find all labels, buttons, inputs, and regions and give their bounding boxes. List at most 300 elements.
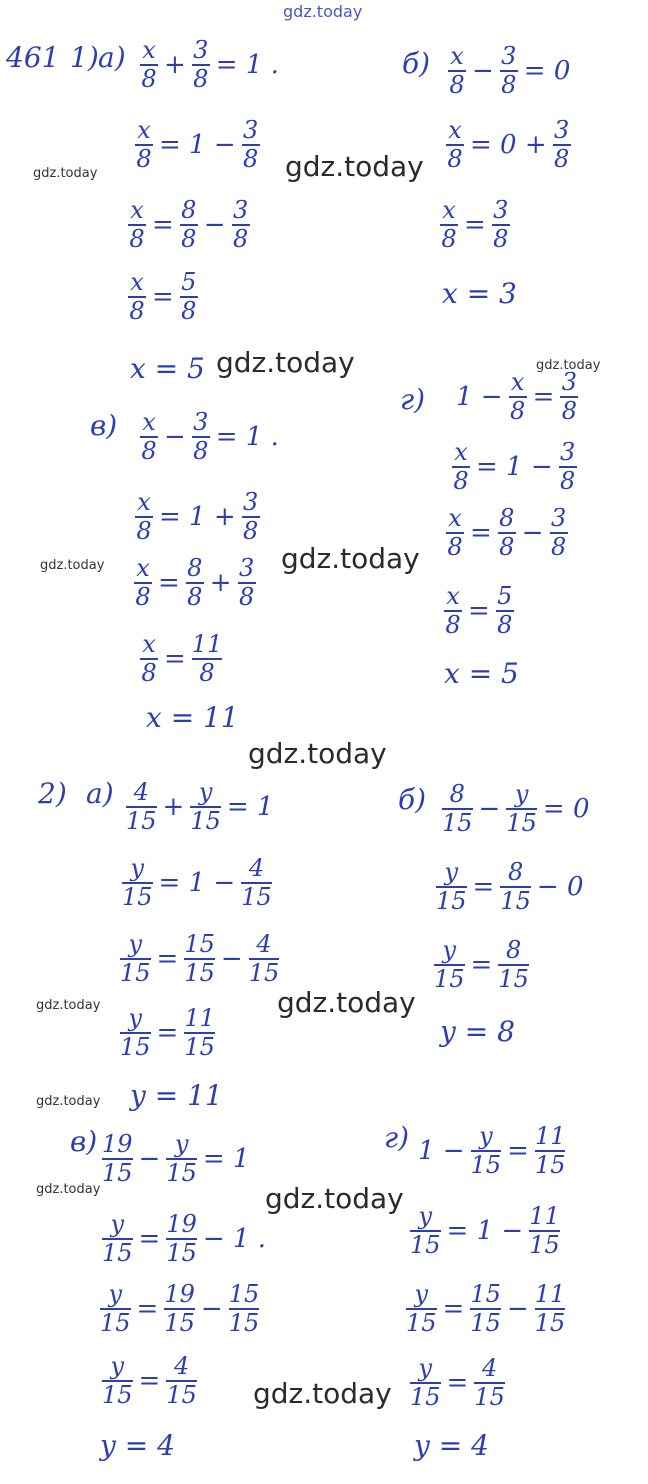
eq-line — [120, 932, 279, 986]
fraction — [140, 38, 158, 92]
fraction — [242, 490, 260, 544]
denominator: 15 — [406, 1309, 437, 1338]
operator: − — [203, 210, 226, 241]
numerator: 4 — [256, 930, 272, 958]
numerator: 19 — [164, 1280, 195, 1308]
eq-result: y = 4 — [414, 1429, 489, 1462]
numerator: 5 — [181, 268, 197, 296]
numerator: y — [414, 1280, 429, 1308]
label-b: б) — [402, 47, 431, 80]
fraction — [529, 1204, 560, 1258]
numerator: x — [448, 504, 462, 532]
watermark-small: gdz.today — [36, 998, 101, 1013]
fraction — [550, 506, 568, 560]
eq-line — [102, 1354, 197, 1408]
fraction — [471, 1124, 502, 1178]
fraction — [444, 584, 462, 638]
fraction — [184, 932, 215, 986]
fraction — [128, 270, 146, 324]
fraction — [559, 440, 577, 494]
watermark: gdz.today — [285, 150, 424, 183]
numerator: 3 — [232, 196, 249, 224]
watermark: gdz.today — [253, 1377, 392, 1410]
watermark-small: gdz.today — [33, 166, 98, 181]
operator: = 0 — [542, 794, 590, 825]
denominator: 8 — [493, 225, 509, 254]
denominator: 8 — [550, 533, 567, 562]
fraction — [535, 1282, 566, 1336]
fraction — [164, 1282, 195, 1336]
watermark-small: gdz.today — [36, 1094, 101, 1109]
denominator: 15 — [166, 1381, 197, 1410]
numerator: 8 — [505, 936, 522, 964]
numerator: x — [137, 116, 151, 144]
numerator: 19 — [102, 1130, 133, 1158]
numerator: 8 — [449, 780, 465, 808]
numerator: x — [446, 582, 460, 610]
eq-result: y = 4 — [100, 1429, 175, 1462]
numerator: y — [108, 1280, 123, 1308]
eq-line — [442, 782, 589, 836]
numerator: y — [174, 1130, 189, 1158]
operator: = — [158, 568, 180, 599]
fraction — [192, 410, 210, 464]
denominator: 15 — [474, 1383, 505, 1412]
numerator: 4 — [481, 1354, 498, 1382]
part2-label: 2) — [38, 777, 67, 810]
eq-result: x = 5 — [130, 352, 205, 385]
numerator: 11 — [534, 1280, 566, 1308]
numerator: 8 — [499, 504, 515, 532]
eq-line — [436, 860, 583, 914]
denominator: 8 — [129, 225, 145, 254]
fraction — [192, 38, 210, 92]
operator: = — [472, 872, 495, 903]
numerator: 3 — [554, 116, 570, 144]
operator: = — [470, 518, 492, 549]
fraction — [180, 198, 198, 252]
numerator: 3 — [193, 36, 209, 64]
fraction — [498, 506, 516, 560]
numerator: 5 — [497, 582, 513, 610]
numerator: x — [510, 368, 525, 396]
denominator: 8 — [135, 583, 151, 612]
eq-line — [448, 44, 570, 98]
denominator: 15 — [120, 1033, 151, 1062]
denominator: 15 — [534, 1151, 566, 1180]
denominator: 8 — [449, 71, 465, 100]
fraction — [436, 860, 467, 914]
numerator: 3 — [561, 368, 578, 396]
denominator: 15 — [126, 807, 157, 836]
denominator: 15 — [241, 883, 272, 912]
operator: = 1 . — [215, 50, 279, 81]
fraction — [410, 1204, 441, 1258]
operator: = 1 − — [158, 868, 236, 899]
denominator: 15 — [500, 887, 531, 916]
eq-line — [440, 198, 510, 252]
denominator: 15 — [164, 1309, 195, 1338]
numerator: y — [418, 1354, 433, 1382]
operator: = 1 — [226, 792, 274, 823]
eq-line — [446, 118, 571, 172]
operator: = — [156, 944, 179, 975]
eq-line — [122, 856, 272, 910]
numerator: y — [130, 854, 145, 882]
numerator: 3 — [243, 488, 259, 516]
numerator: 19 — [166, 1210, 197, 1238]
operator: = — [470, 950, 493, 981]
denominator: 15 — [228, 1309, 260, 1338]
numerator: x — [450, 42, 464, 70]
fraction — [535, 1124, 566, 1178]
numerator: 11 — [191, 630, 223, 658]
denominator: 8 — [561, 397, 578, 426]
fraction — [122, 856, 153, 910]
numerator: y — [128, 1004, 143, 1032]
label-g: г) — [400, 383, 426, 416]
operator: + — [162, 792, 185, 823]
numerator: x — [142, 36, 156, 64]
label-b2: б) — [398, 783, 427, 816]
operator: = — [442, 1294, 465, 1325]
operator: = 1 − — [476, 452, 553, 483]
fraction — [492, 198, 510, 252]
operator: = — [156, 1018, 179, 1049]
denominator: 8 — [129, 297, 145, 326]
fraction — [135, 118, 153, 172]
numerator: x — [454, 438, 468, 466]
numerator: x — [130, 196, 144, 224]
fraction — [442, 782, 473, 836]
watermark-small: gdz.today — [536, 358, 601, 373]
operator: − — [138, 1144, 161, 1175]
eq-line — [140, 38, 279, 92]
eq-line — [135, 118, 260, 172]
operator: = — [464, 210, 486, 241]
numerator: x — [142, 408, 156, 436]
watermark-top: gdz.today — [283, 2, 363, 21]
eq-line — [452, 440, 577, 494]
eq-line — [434, 938, 529, 992]
operator: = — [468, 596, 490, 627]
fraction — [434, 938, 465, 992]
denominator: 8 — [141, 659, 157, 688]
denominator: 15 — [184, 959, 215, 988]
watermark-small: gdz.today — [36, 1182, 101, 1197]
eq-line — [140, 632, 222, 686]
fraction — [553, 118, 571, 172]
denominator: 8 — [447, 145, 463, 174]
eq-line — [126, 780, 273, 834]
numerator: 11 — [529, 1202, 560, 1230]
eq-result: x = 5 — [444, 657, 519, 690]
fraction — [241, 856, 272, 910]
numerator: 3 — [493, 196, 509, 224]
denominator: 8 — [181, 225, 197, 254]
numerator: 3 — [550, 504, 567, 532]
denominator: 15 — [506, 809, 537, 838]
fraction — [509, 370, 527, 424]
denominator: 15 — [470, 1309, 501, 1338]
watermark: gdz.today — [281, 542, 420, 575]
eq-line — [418, 1124, 565, 1178]
fraction — [440, 198, 458, 252]
operator: + — [164, 50, 186, 81]
denominator: 15 — [529, 1231, 560, 1260]
fraction — [496, 584, 514, 638]
fraction — [446, 506, 464, 560]
operator: = 1 . — [215, 422, 279, 453]
eq-result: y = 11 — [130, 1079, 223, 1112]
operator: = — [507, 1136, 529, 1167]
numerator: 15 — [228, 1280, 260, 1308]
fraction — [474, 1356, 505, 1410]
operator: = — [136, 1294, 159, 1325]
denominator: 15 — [410, 1383, 441, 1412]
numerator: y — [442, 936, 457, 964]
denominator: 15 — [498, 965, 529, 994]
eq-line — [134, 556, 256, 610]
numerator: 3 — [193, 408, 209, 436]
eq-result: x = 11 — [146, 701, 239, 734]
numerator: 8 — [181, 196, 197, 224]
operator: = — [138, 1366, 161, 1397]
fraction — [560, 370, 578, 424]
fraction — [232, 198, 250, 252]
numerator: 11 — [534, 1122, 566, 1150]
fraction — [446, 118, 464, 172]
operator: = 0 + — [470, 130, 547, 161]
fraction — [448, 44, 466, 98]
numerator: y — [198, 778, 213, 806]
eq-line — [120, 1006, 215, 1060]
label-v: в) — [90, 409, 118, 442]
watermark: gdz.today — [216, 346, 355, 379]
fraction — [229, 1282, 260, 1336]
denominator: 15 — [102, 1159, 133, 1188]
label-g2: г) — [384, 1121, 410, 1154]
denominator: 8 — [187, 583, 203, 612]
denominator: 15 — [436, 887, 467, 916]
fraction — [166, 1354, 197, 1408]
eq-line — [410, 1356, 505, 1410]
fraction — [186, 556, 204, 610]
denominator: 8 — [453, 467, 469, 496]
denominator: 8 — [499, 533, 515, 562]
denominator: 8 — [199, 659, 215, 688]
fraction — [140, 632, 158, 686]
eq-line — [102, 1132, 249, 1186]
operator: = 0 — [523, 56, 571, 87]
denominator: 15 — [534, 1309, 566, 1338]
watermark: gdz.today — [248, 737, 387, 770]
denominator: 8 — [141, 437, 157, 466]
operator: = — [152, 210, 174, 241]
denominator: 8 — [501, 71, 517, 100]
fraction — [242, 118, 260, 172]
fraction — [500, 860, 531, 914]
operator: − — [506, 1294, 529, 1325]
denominator: 8 — [243, 517, 259, 546]
denominator: 15 — [102, 1239, 133, 1268]
operator: = 1 + — [159, 502, 236, 533]
operator: + — [209, 568, 232, 599]
part1-label: 1) — [70, 41, 99, 74]
eq-line — [444, 584, 514, 638]
operator: − — [521, 518, 544, 549]
numerator: x — [137, 488, 151, 516]
denominator: 8 — [136, 517, 152, 546]
fraction — [498, 938, 529, 992]
eq-line — [140, 410, 279, 464]
label-a: а) — [98, 41, 126, 74]
fraction — [126, 780, 157, 834]
denominator: 8 — [497, 611, 513, 640]
denominator: 15 — [442, 809, 473, 838]
operator: = 1 − — [446, 1216, 524, 1247]
denominator: 15 — [166, 1159, 197, 1188]
operator: − — [220, 944, 243, 975]
numerator: x — [442, 196, 456, 224]
numerator: 4 — [248, 854, 265, 882]
operator: = — [164, 644, 186, 675]
denominator: 15 — [100, 1309, 131, 1338]
numerator: 8 — [187, 554, 203, 582]
denominator: 15 — [122, 883, 153, 912]
numerator: 3 — [238, 554, 255, 582]
numerator: 3 — [560, 438, 576, 466]
operator: 1 − — [456, 382, 503, 413]
operator: = — [532, 382, 555, 413]
numerator: x — [130, 268, 144, 296]
watermark-small: gdz.today — [40, 558, 105, 573]
numerator: y — [418, 1202, 433, 1230]
numerator: y — [514, 780, 529, 808]
eq-line — [446, 506, 568, 560]
numerator: x — [136, 554, 150, 582]
fraction — [506, 782, 537, 836]
denominator: 8 — [554, 145, 570, 174]
denominator: 8 — [193, 65, 209, 94]
eq-line — [410, 1204, 560, 1258]
denominator: 8 — [181, 297, 197, 326]
operator: − — [164, 422, 186, 453]
fraction — [166, 1132, 197, 1186]
denominator: 8 — [243, 145, 259, 174]
watermark: gdz.today — [265, 1182, 404, 1215]
watermark: gdz.today — [277, 986, 416, 1019]
eq-line — [135, 490, 260, 544]
operator: = — [446, 1368, 469, 1399]
label-a2: а) — [86, 777, 114, 810]
fraction — [500, 44, 518, 98]
operator: 1 − — [418, 1136, 465, 1167]
denominator: 8 — [441, 225, 457, 254]
fraction — [238, 556, 256, 610]
numerator: 8 — [507, 858, 524, 886]
fraction — [190, 780, 221, 834]
denominator: 15 — [410, 1231, 441, 1260]
fraction — [102, 1354, 133, 1408]
numerator: x — [448, 116, 462, 144]
numerator: y — [110, 1352, 125, 1380]
fraction — [100, 1282, 131, 1336]
fraction — [406, 1282, 437, 1336]
fraction — [128, 198, 146, 252]
fraction — [102, 1132, 133, 1186]
fraction — [140, 410, 158, 464]
fraction — [249, 932, 280, 986]
operator: − 0 — [536, 872, 584, 903]
operator: − — [478, 794, 501, 825]
fraction — [410, 1356, 441, 1410]
fraction — [452, 440, 470, 494]
denominator: 8 — [141, 65, 157, 94]
denominator: 15 — [120, 959, 151, 988]
fraction — [134, 556, 152, 610]
fraction — [120, 932, 151, 986]
numerator: y — [128, 930, 143, 958]
numerator: 11 — [184, 1004, 215, 1032]
fraction — [180, 270, 198, 324]
operator: − 1 . — [202, 1224, 267, 1255]
denominator: 8 — [136, 145, 152, 174]
operator: = 1 − — [159, 130, 236, 161]
denominator: 8 — [445, 611, 461, 640]
numerator: 4 — [133, 778, 149, 806]
fraction — [102, 1212, 133, 1266]
operator: − — [200, 1294, 223, 1325]
fraction — [192, 632, 223, 686]
denominator: 15 — [102, 1381, 133, 1410]
eq-result: y = 8 — [440, 1015, 515, 1048]
fraction — [470, 1282, 501, 1336]
denominator: 8 — [238, 583, 255, 612]
eq-line — [128, 198, 250, 252]
numerator: 15 — [470, 1280, 501, 1308]
numerator: x — [142, 630, 156, 658]
fraction — [184, 1006, 215, 1060]
denominator: 8 — [447, 533, 463, 562]
label-v2: в) — [70, 1125, 98, 1158]
denominator: 15 — [166, 1239, 197, 1268]
eq-line — [102, 1212, 266, 1266]
denominator: 8 — [232, 225, 249, 254]
denominator: 15 — [184, 1033, 215, 1062]
denominator: 8 — [560, 467, 576, 496]
problem-number: 461 — [6, 41, 60, 74]
numerator: y — [110, 1210, 125, 1238]
numerator: 15 — [184, 930, 215, 958]
eq-line — [100, 1282, 259, 1336]
numerator: 4 — [173, 1352, 190, 1380]
eq-line — [128, 270, 198, 324]
operator: = 1 — [202, 1144, 250, 1175]
denominator: 15 — [470, 1151, 502, 1180]
eq-result: x = 3 — [442, 277, 517, 310]
operator: − — [472, 56, 494, 87]
eq-line — [456, 370, 578, 424]
numerator: 3 — [243, 116, 259, 144]
operator: = — [152, 282, 174, 313]
denominator: 8 — [193, 437, 209, 466]
denominator: 15 — [248, 959, 280, 988]
fraction — [166, 1212, 197, 1266]
numerator: y — [444, 858, 459, 886]
denominator: 15 — [190, 807, 221, 836]
fraction — [120, 1006, 151, 1060]
